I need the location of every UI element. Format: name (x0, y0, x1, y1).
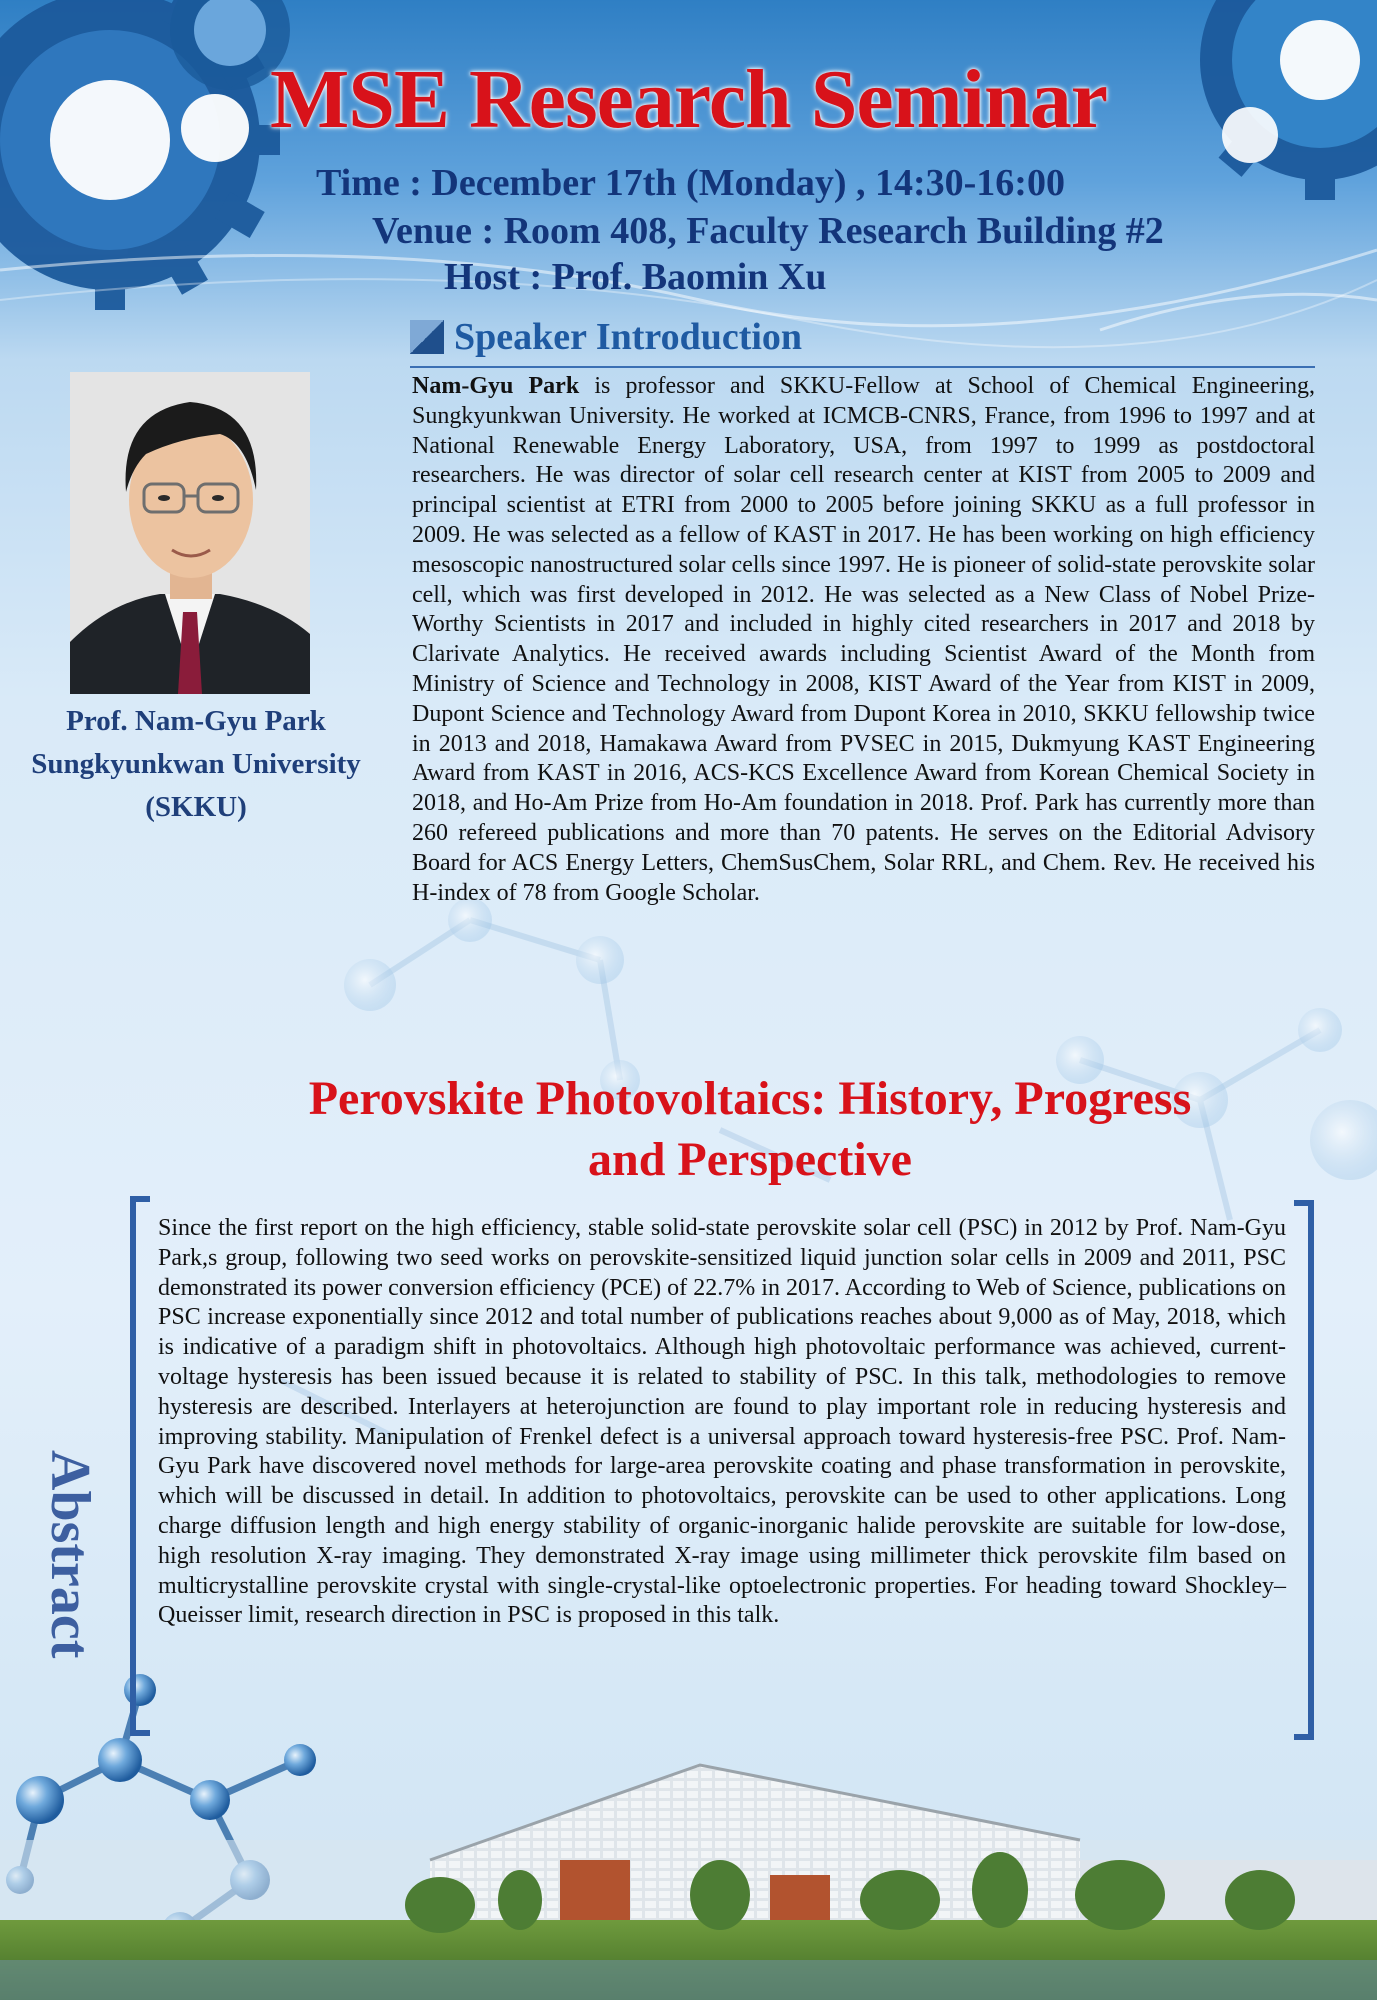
talk-title (180, 1068, 1320, 1190)
speaker-introduction-label: Speaker Introduction (454, 316, 803, 358)
speaker-photo (70, 372, 310, 694)
speaker-name-block (0, 700, 392, 829)
speaker-name: Prof. Nam-Gyu Park (66, 705, 326, 737)
speaker-affiliation-abbrev: (SKKU) (145, 791, 247, 823)
speaker-introduction-heading (410, 318, 802, 356)
speaker-biography (412, 372, 1315, 908)
bio-text: is professor and SKKU-Fellow at School of Chemical Engineering, Sungkyunkwan University. He worked at ICMCB-CNRS, France, from 1996 to 1997 and at National Renewable Energy Laboratory, USA, from 1997 to 1999 as postdoctoral researchers. He was director of solar cell research center at KIST from 2005 to 2009 and principal scientist at ETRI from 2000 to 2005 before joining SKKU as a full professor in 2009. He was selected as a fellow of KAST in 2017. He has been working on high efficiency mesoscopic nanostructured solar cells since 1997. He is pioneer of solid-state perovskite solar cell, which was first developed in 2012. He was selected as a New Class of Nobel Prize-Worthy Scientists in 2017 and included in highly cited researchers in 2017 and 2018 by Clarivate Analytics. He received awards including Scientist Award of the Month from Ministry of Science and Technology in 2008, KIST Award of the Year from KIST in 2009, Dupont Science and Technology Award from Dupont Korea in 2010, SKKU fellowship twice in 2013 and 2018, Hamakawa Award from PVSEC in 2015, Dukmyung KAST Engineering Award from KAST in 2016, ACS-KCS Excellence Award from Korean Chemical Society in 2018, and Ho-Am Prize from Ho-Am foundation in 2018. Prof. Park has currently more than 260 refereed publications and more than 70 patents. He serves on the Editorial Advisory Board for ACS Energy Letters, ChemSusChem, Solar RRL, and Chem. Rev. He received his H-index of 78 from Google Scholar. (412, 373, 1315, 906)
abstract-right-bracket (1294, 1200, 1314, 1740)
seminar-venue: Venue : Room 408, Faculty Research Building #2 (372, 210, 1164, 252)
portrait-illustration (70, 372, 310, 694)
abstract-left-bracket (130, 1196, 150, 1736)
bio-speaker-name: Nam-Gyu Park (412, 373, 580, 399)
talk-title-line-1: Perovskite Photovoltaics: History, Progress (308, 1072, 1192, 1125)
speaker-affiliation: Sungkyunkwan University (31, 748, 361, 780)
abstract-label: Abstract (39, 1450, 101, 1659)
section-divider (410, 366, 1315, 368)
talk-title-line-2: and Perspective (588, 1133, 912, 1186)
abstract-text: Since the first report on the high efficiency, stable solid-state perovskite solar cell (PSC) in 2012 by Prof. Nam-Gyu Park,s group, following two seed works on perovskite-sensitized liquid junction solar cells in 2009 and 2011, PSC demonstrated its power conversion efficiency (PCE) of 22.7% in 2017. According to Web of Science, publications on PSC increase exponentially since 2012 and total number of publications reaches about 9,000 as of May, 2018, which is indicative of a paradigm shift in photovoltaics. Although high photovoltaic performance was achieved, current-voltage hysteresis has been issued because it is related to stability of PSC. In this talk, methodologies to remove hysteresis are described. Interlayers at heterojunction are found to play important role in reducing hysteresis and improving stability. Manipulation of Frenkel defect is a universal approach toward hysteresis-free PSC. Prof. Nam-Gyu Park have discovered novel methods for large-area perovskite coating and phase transformation in perovskite, which will be discussed in detail. In addition to photovoltaics, perovskite can be used to other applications. Long charge diffusion length and high energy stability of organic-inorganic halide perovskite are suitable for low-dose, high resolution X-ray imaging. They demonstrated X-ray image using millimeter thick perovskite film based on multicrystalline perovskite crystal with single-crystal-like optoelectronic properties. For heading toward Shockley–Queisser limit, research direction in PSC is proposed in this talk. (158, 1215, 1286, 1629)
seminar-title: MSE Research Seminar (269, 53, 1108, 146)
seminar-host: Host : Prof. Baomin Xu (444, 256, 827, 298)
seminar-time: Time : December 17th (Monday) , 14:30-16:00 (316, 162, 1065, 204)
section-square-icon (410, 320, 444, 354)
